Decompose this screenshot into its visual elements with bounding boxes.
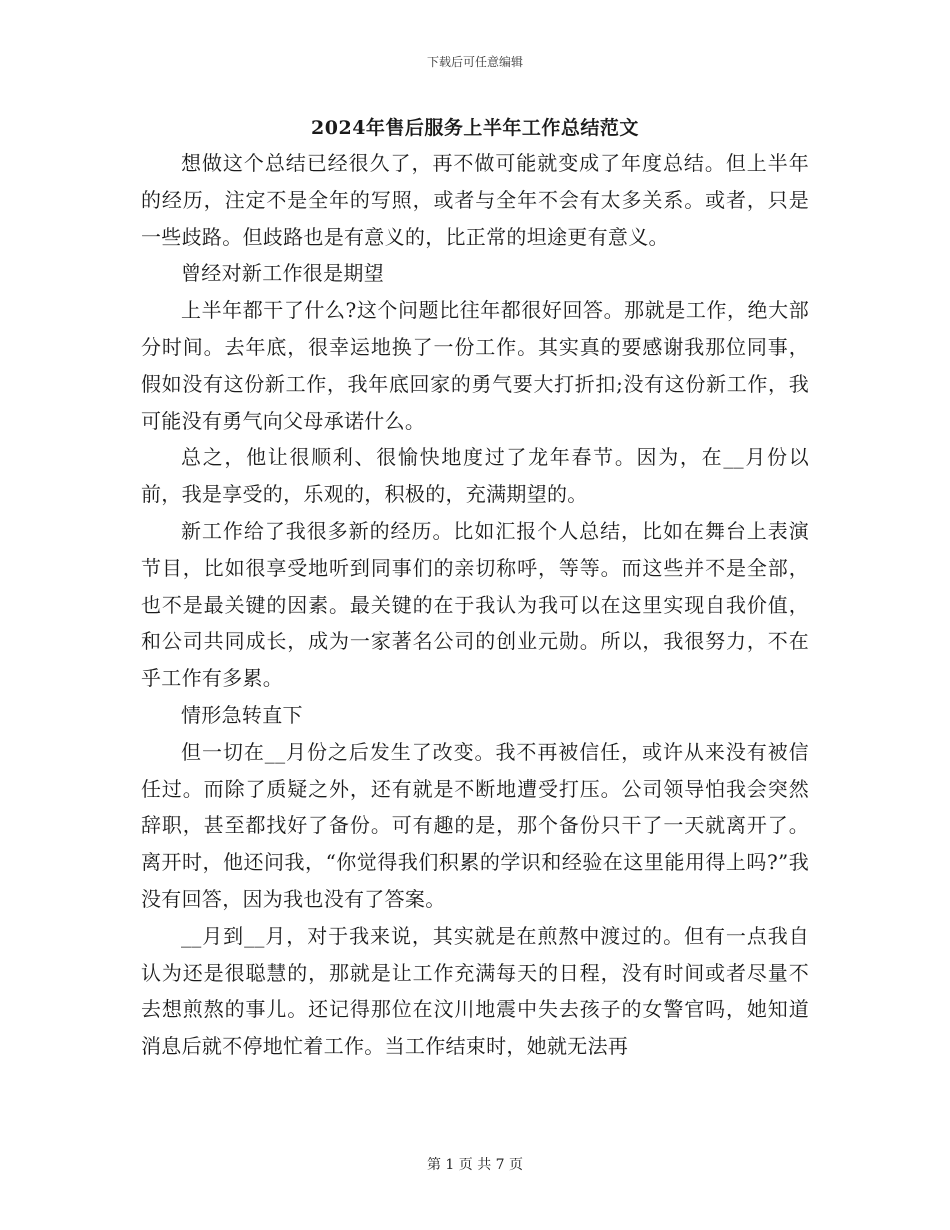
paragraph-first-half: 上半年都干了什么?这个问题比往年都很好回答。那就是工作，绝大部分时间。去年底，很幸运地换了一份工作。其实真的要感谢我那位同事，假如没有这份新工作，我年底回家的勇气要大打折扣;没有这份新工作，我可能没有勇气向父母承诺什么。 [141,298,809,433]
paragraph-intro: 想做这个总结已经很久了，再不做可能就变成了年度总结。但上半年的经历，注定不是全年的写照，或者与全年不会有太多关系。或者，只是一些歧路。但歧路也是有意义的，比正常的坦途更有意义。 [141,151,809,249]
document-body [141,145,809,1065]
paragraph-new-experiences: 新工作给了我很多新的经历。比如汇报个人总结，比如在舞台上表演节目，比如很享受地听到同事们的亲切称呼，等等。而这些并不是全部，也不是最关键的因素。最关键的在于我认为我可以在这里实现自我价值，和公司共同成长，成为一家著名公司的创业元勋。所以，我很努力，不在乎工作有多累。 [141,518,809,691]
paragraph-spring-festival: 总之，他让很顺利、很愉快地度过了龙年春节。因为，在__月份以前，我是享受的，乐观的，积极的，充满期望的。 [141,445,809,507]
page-header-note: 下载后可任意编辑 [426,55,523,69]
document-title: 2024年售后服务上半年工作总结范文 [311,117,639,139]
paragraph-endurance: __月到__月，对于我来说，其实就是在煎熬中渡过的。但有一点我自认为还是很聪慧的，那就是让工作充满每天的日程，没有时间或者尽量不去想煎熬的事儿。还记得那位在汶川地震中失去孩子的女警官吗，她知道消息后就不停地忙着工作。当工作结束时，她就无法再 [141,923,809,1059]
paragraph-change: 但一切在__月份之后发生了改变。我不再被信任，或许从来没有被信任过。而除了质疑之外，还有就是不断地遭受打压。公司领导怕我会突然辞职，甚至都找好了备份。可有趣的是，那个备份只干了一天就离开了。离开时，他还问我，“你觉得我们积累的学识和经验在这里能用得上吗?”我没有回答，因为我也没有了答案。 [141,739,809,911]
section-heading-expectation: 曾经对新工作很是期望 [181,261,384,286]
page-number: 第 1 页 共 7 页 [426,1157,524,1173]
section-heading-turn: 情形急转直下 [181,702,303,727]
